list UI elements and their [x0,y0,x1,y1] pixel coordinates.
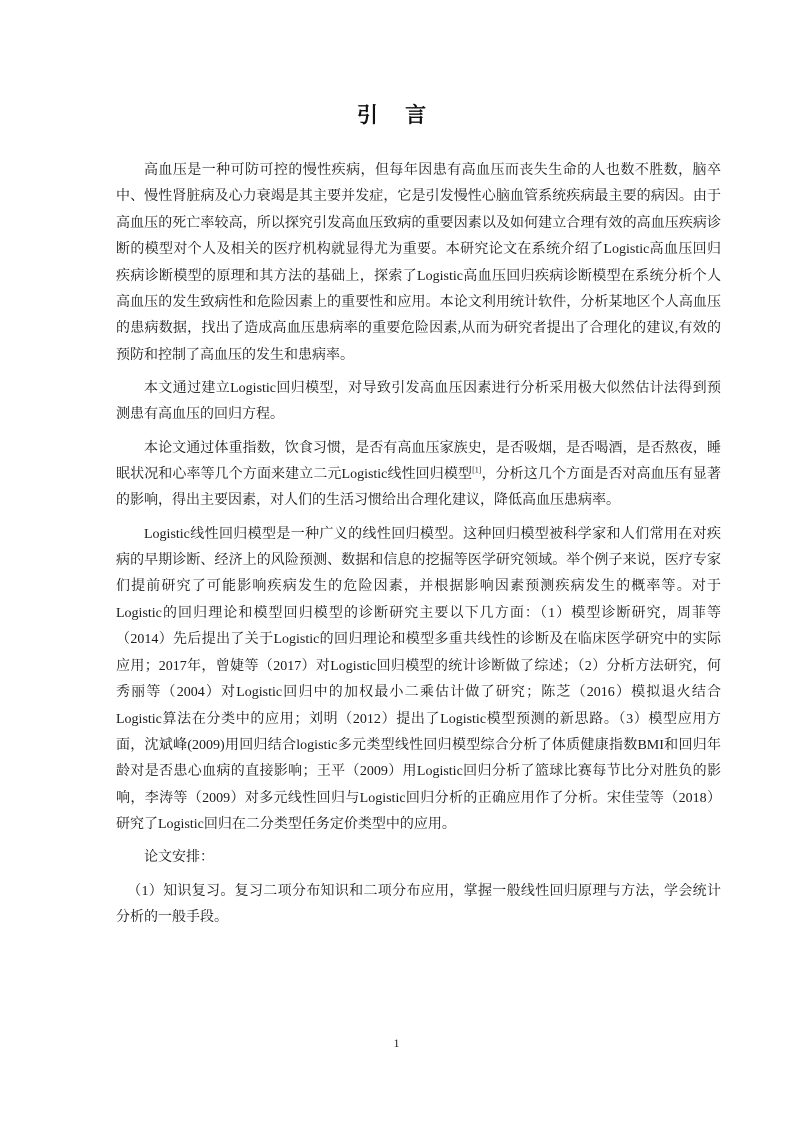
document-body [116,158,721,931]
page-title: 引 言 [356,103,437,127]
paragraph-outline-item-1: （1）知识复习。复习二项分布知识和二项分布应用，掌握一般线性回归原理与方法，学会统计分析的一般手段。 [116,883,721,925]
paragraph-literature: Logistic线性回归模型是一种广义的线性回归模型。这种回归模型被科学家和人们常用在对疾病的早期诊断、经济上的风险预测、数据和信息的挖掘等医学研究领域。举个例子来说，医疗专家们提前研究了可能影响疾病发生的危险因素，并根据影响因素预测疾病发生的概率等。对于Logistic的回归理论和模型回归模型的诊断研究主要以下几方面：（1）模型诊断研究，周菲等（2014）先后提出了关于Logistic的回归理论和模型多重共线性的诊断及在临床医学研究中的实际应用；2017年，曾婕等（2017）对Logistic回归模型的统计诊断做了综述；（2）分析方法研究，何秀丽等（2004）对Logistic回归中的加权最小二乘估计做了研究；陈芝（2016）模拟退火结合Logistic算法在分类中的应用；刘明（2012）提出了Logistic模型预测的新思路。（3）模型应用方面，沈斌峰(2009)用回归结合logistic多元类型线性回归模型综合分析了体质健康指数BMI和回归年龄对是否患心血病的直接影响；王平（2009）用Logistic回归分析了篮球比赛每节比分对胜负的影响，李涛等（2009）对多元线性回归与Logistic回归分析的正确应用作了分析。宋佳莹等（2018）研究了Logistic回归在二分类型任务定价类型中的应用。 [116,526,721,833]
paragraph-outline-heading: 论文安排： [144,850,214,866]
paragraph-factors [116,436,721,515]
paragraph-intro: 高血压是一种可防可控的慢性疾病，但每年因患有高血压而丧失生命的人也数不胜数，脑卒中、慢性肾脏病及心力衰竭是其主要并发症，它是引发慢性心脑血管系统疾病最主要的病因。由于高血压的死亡率较高，所以探究引发高血压致病的重要因素以及如何建立合理有效的高血压疾病诊断的模型对个人及相关的医疗机构就显得尤为重要。本研究论文在系统介绍了Logistic高血压回归疾病诊断模型的原理和其方法的基础上，探索了Logistic高血压回归疾病诊断模型在系统分析个人高血压的发生致病性和危险因素上的重要性和应用。本论文利用统计软件，分析某地区个人高血压的患病数据，找出了造成高血压患病率的重要危险因素,从而为研究者提出了合理化的建议,有效的预防和控制了高血压的发生和患病率。 [116,163,721,363]
paragraph-factors-text: 本论文通过体重指数，饮食习惯，是否有高血压家族史，是否吸烟，是否喝酒，是否熬夜，睡眠状况和心率等几个方面来建立二元Logistic线性回归模型 [116,440,721,483]
page-number: 1 [393,1036,400,1050]
paragraph-factors-text-cont: ，分析这几个方面是否对高血压有显著的影响，得出主要因素，对人们的生活习惯给出合理化建议，降低高血压患病率。 [116,467,721,509]
paragraph-method: 本文通过建立Logistic回归模型，对导致引发高血压因素进行分析采用极大似然估计法得到预测患有高血压的回归方程。 [116,381,721,423]
citation-reference: [1] [472,465,482,475]
